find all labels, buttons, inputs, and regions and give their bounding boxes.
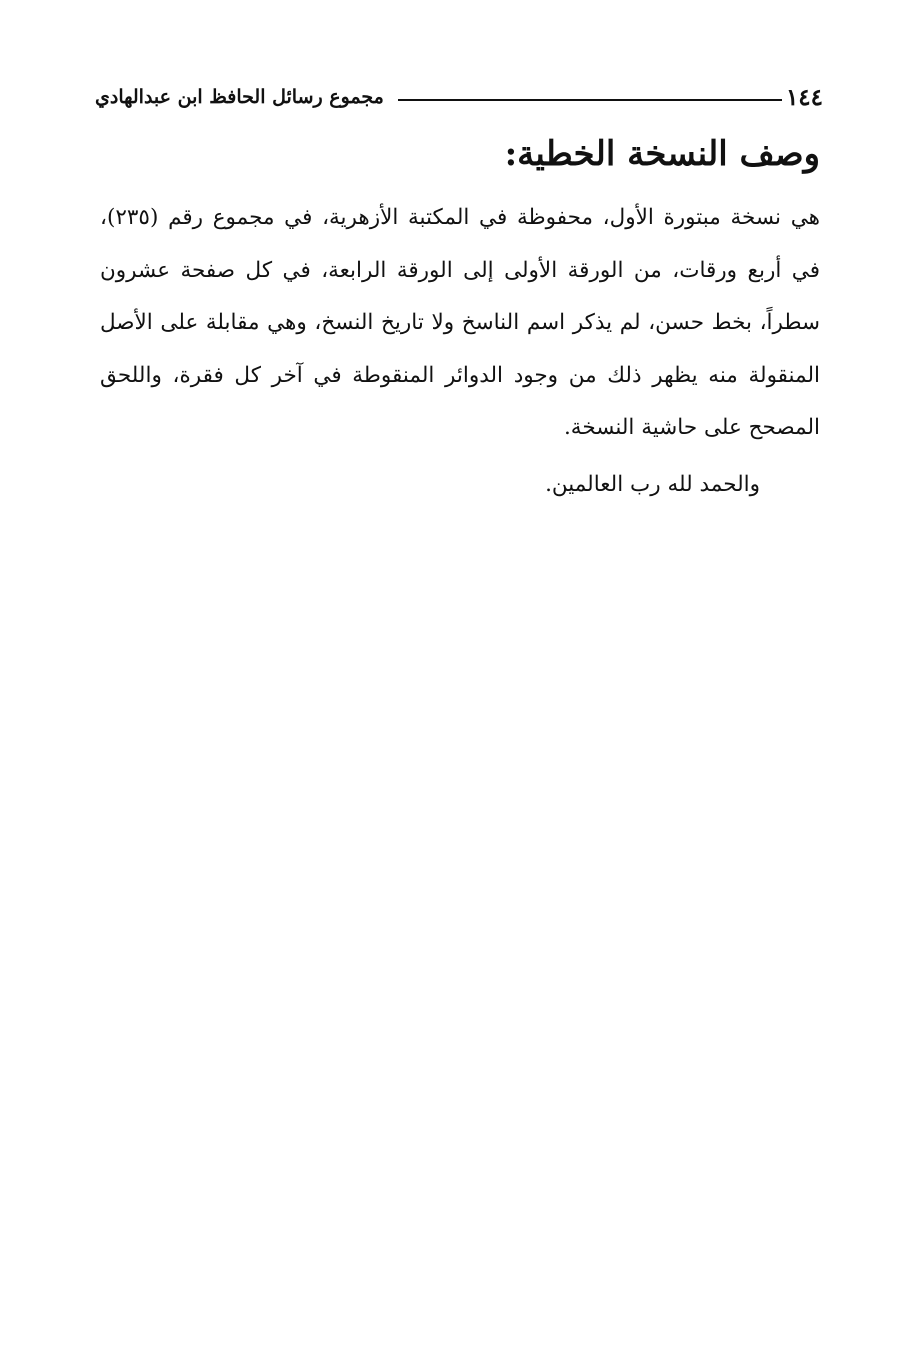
running-title: مجموع رسائل الحافظ ابن عبدالهادي	[95, 86, 384, 108]
section-heading: وصف النسخة الخطية:	[504, 134, 820, 174]
page-header	[95, 80, 823, 114]
closing-line: والحمد لله رب العالمين.	[545, 472, 760, 497]
page-number: ١٤٤	[785, 83, 823, 111]
header-rule	[398, 99, 782, 101]
manuscript-description-paragraph: هي نسخة مبتورة الأول، محفوظة في المكتبة الأزهرية، في مجموع رقم (٢٣٥)، في أربع ورقات، من الورقة الأولى إلى الورقة الرابعة، في كل صفحة عشرون سطراً، بخط حسن، لم يذكر اسم الناسخ ولا تاريخ النسخ، وهي مقابلة على الأصل المنقولة منه يظهر ذلك من وجود الدوائر المنقوطة في آخر كل فقرة، واللحق المصحح على حاشية النسخة.	[100, 205, 820, 440]
